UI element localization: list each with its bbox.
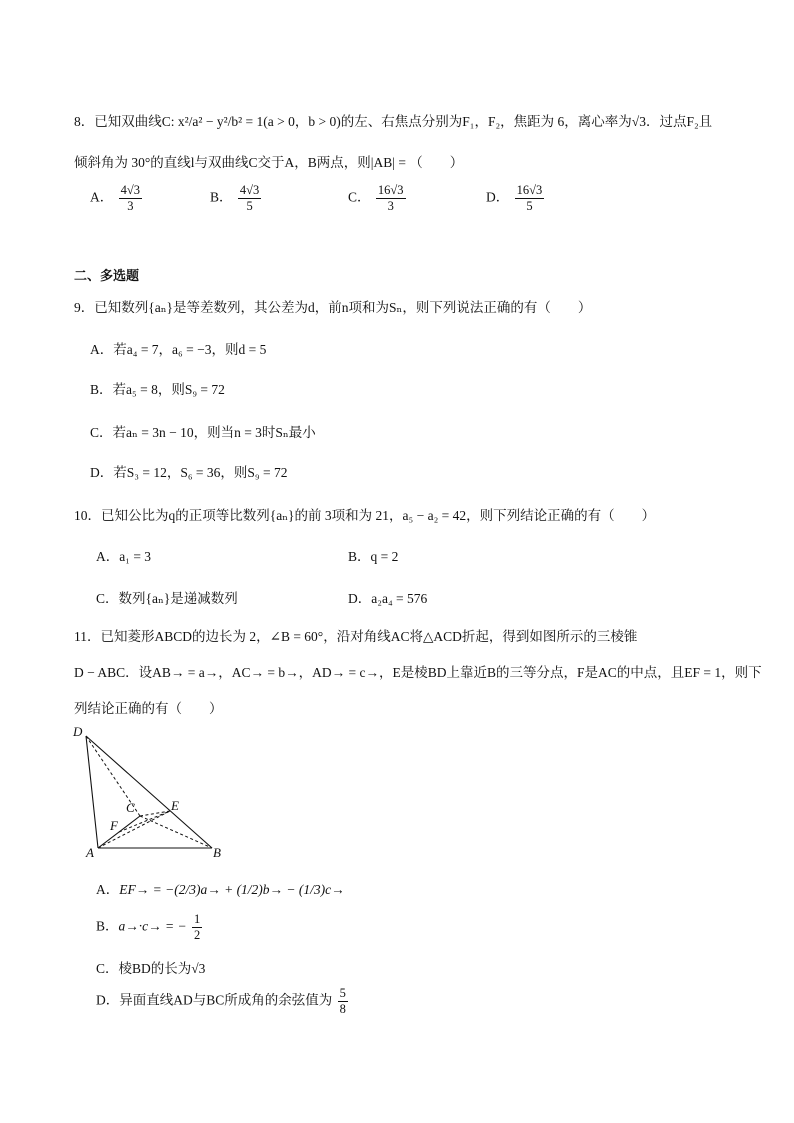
q8-option-c-num: 16√3: [377, 183, 404, 197]
q8-option-b-fraction: [238, 183, 261, 214]
q11-option-d-den: 8: [339, 1002, 346, 1016]
label-e: E: [171, 798, 179, 813]
q11-option-d-text: D．异面直线AD与BC所成角的余弦值为: [96, 992, 333, 1008]
q10-stem: 10．已知公比为q的正项等比数列{aₙ}的前 3项和为 21，a₅ − a₂ = 42，则下列结论正确的有（ ）: [74, 508, 656, 523]
q11-line1: 11．已知菱形ABCD的边长为 2，∠B = 60°，沿对角线AC将△ACD折起，得到如图所示的三棱锥: [74, 629, 638, 644]
q9-option-d: D．若S₃ = 12，S₆ = 36，则S₉ = 72: [90, 465, 288, 480]
q11-line2: D − ABC．设AB→ = a→，AC→ = b→，AD→ = c→，E是棱BD上靠近B的三等分点，F是AC的中点，且EF = 1，则下: [74, 665, 762, 680]
q10-option-b: B．q = 2: [348, 549, 399, 564]
edge-db: [86, 736, 212, 848]
q9-option-a: A．若a₄ = 7，a₆ = −3，则d = 5: [90, 342, 267, 357]
label-c: C: [126, 800, 135, 815]
q11-option-b: [96, 912, 204, 943]
q10-option-a: A．a₁ = 3: [96, 549, 152, 564]
q8-option-a-fraction: [119, 183, 142, 214]
q11-option-d-num: 5: [339, 986, 346, 1000]
q8-option-d-label: D．: [486, 189, 510, 205]
q8-option-a: [90, 183, 144, 214]
q8-option-d-den: 5: [526, 199, 533, 213]
q11-option-b-text: a→·c→ = −: [118, 918, 187, 934]
q8-option-c: [348, 183, 408, 214]
q8-option-b-label: B．: [210, 189, 233, 205]
q11-line3: 列结论正确的有（ ）: [74, 701, 223, 716]
q8-option-a-den: 3: [127, 199, 134, 213]
q11-option-d: [96, 986, 350, 1017]
q8-option-d-fraction: [515, 183, 545, 214]
q11-option-b-num: 1: [193, 912, 201, 926]
q8-option-b: [210, 183, 263, 214]
q8-line2: 倾斜角为 30°的直线l与双曲线C交于A，B两点，则|AB| = （ ）: [74, 155, 464, 170]
q11-option-d-fraction: [338, 986, 348, 1017]
q8-option-d-num: 16√3: [516, 183, 543, 197]
q8-option-a-label: A．: [90, 189, 114, 205]
edge-da: [86, 736, 98, 848]
label-d: D: [73, 724, 83, 739]
q11-option-b-den: 2: [193, 928, 201, 942]
q11-option-a: [96, 878, 345, 898]
label-a: A: [86, 845, 94, 860]
q9-option-b: B．若a₅ = 8，则S₉ = 72: [90, 382, 225, 397]
q10-option-c: C．数列{aₙ}是递减数列: [96, 591, 238, 606]
label-f: F: [110, 818, 118, 833]
q11-option-a-text: EF→ = −(2/3)a→ + (1/2)b→ − (1/3)c→: [119, 882, 345, 897]
q8-option-c-den: 3: [387, 199, 394, 213]
section-title-multiple-choice: 二、多选题: [74, 269, 140, 284]
pyramid-figure: [70, 722, 230, 862]
q9-stem: 9．已知数列{aₙ}是等差数列，其公差为d，前n项和为Sₙ，则下列说法正确的有（ ）: [74, 300, 592, 315]
q9-option-c: C．若aₙ = 3n − 10，则当n = 3时Sₙ最小: [90, 425, 316, 440]
q11-option-b-label: B．: [96, 918, 119, 934]
segment-ce-hidden: [140, 811, 170, 816]
q8-option-b-den: 5: [246, 199, 253, 213]
edge-cb-hidden: [140, 816, 212, 848]
q11-option-c: C．棱BD的长为√3: [96, 961, 206, 976]
label-b: B: [213, 845, 221, 860]
q8-option-c-fraction: [376, 183, 406, 214]
q11-option-b-fraction: [192, 912, 202, 943]
q8-option-d: [486, 183, 546, 214]
q11-option-a-label: A．: [96, 882, 120, 897]
q10-option-d: D．a₂a₄ = 576: [348, 591, 428, 606]
q8-line1: 8．已知双曲线C: x²/a² − y²/b² = 1(a > 0，b > 0)的左、右焦点分别为F₁，F₂，焦距为 6，离心率为√3．过点F₂且: [74, 114, 713, 129]
q8-option-a-num: 4√3: [120, 183, 140, 197]
q8-option-c-label: C．: [348, 189, 371, 205]
segment-ae-hidden: [98, 811, 170, 848]
q8-option-b-num: 4√3: [239, 183, 260, 197]
